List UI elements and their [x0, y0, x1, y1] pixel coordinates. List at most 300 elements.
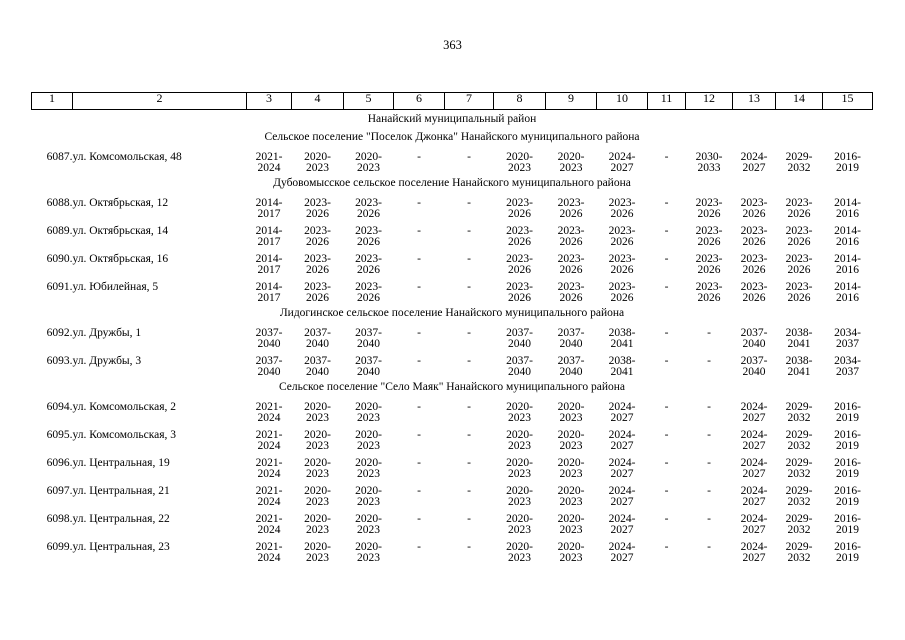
- period-cell: [344, 276, 394, 304]
- period-start: 2023-: [355, 281, 382, 293]
- period-cell: -: [467, 457, 471, 469]
- row-address: ул. Октябрьская, 16: [72, 253, 169, 265]
- period-cell: [776, 276, 823, 304]
- period-end: 2017: [257, 292, 281, 304]
- period-cell: [292, 508, 344, 536]
- period-start: 2020-: [557, 151, 585, 163]
- period-cell: [597, 248, 648, 276]
- period-end: 2016: [836, 236, 859, 248]
- period-start: 2024-: [740, 513, 768, 525]
- period-start: 2023-: [785, 197, 813, 209]
- period-start: 2037-: [304, 327, 331, 339]
- period-start: 2023-: [695, 225, 723, 237]
- period-start: 2020-: [557, 457, 585, 469]
- period-cell: [823, 322, 873, 350]
- period-cell: [292, 192, 344, 220]
- period-end: 2023: [508, 162, 531, 174]
- period-start: 2023-: [785, 281, 813, 293]
- period-start: 2023-: [740, 197, 768, 209]
- period-end: 2023: [508, 496, 531, 508]
- period-cell: [776, 192, 823, 220]
- period-end: 2023: [508, 552, 531, 564]
- period-cell: -: [664, 541, 669, 553]
- period-start: 2038-: [785, 327, 813, 339]
- period-cell: [494, 276, 546, 304]
- period-end: 2026: [357, 264, 380, 276]
- period-cell: -: [417, 225, 421, 237]
- period-end: 2033: [697, 162, 721, 174]
- period-end: 2032: [787, 412, 811, 424]
- period-cell: [247, 322, 292, 350]
- column-header: 10: [597, 93, 648, 110]
- period-start: 2023-: [608, 225, 636, 237]
- period-end: 2026: [306, 208, 329, 220]
- period-end: 2040: [357, 366, 380, 378]
- period-cell: [546, 424, 597, 452]
- period-end: 2032: [787, 496, 811, 508]
- period-end: 2026: [508, 292, 531, 304]
- period-end: 2019: [836, 162, 859, 174]
- period-cell: -: [467, 151, 471, 163]
- period-cell: [494, 536, 546, 564]
- section-heading: Сельское поселение "Село Маяк" Нанайского муниципального района: [279, 380, 625, 393]
- period-start: 2023-: [785, 253, 813, 265]
- section-heading-row: [32, 304, 873, 322]
- period-end: 2023: [559, 468, 583, 480]
- period-end: 2032: [787, 524, 811, 536]
- period-start: 2024-: [608, 457, 636, 469]
- period-start: 2038-: [608, 327, 636, 339]
- column-header: 14: [776, 93, 823, 110]
- period-cell: [292, 220, 344, 248]
- period-end: 2032: [787, 162, 811, 174]
- period-end: 2023: [559, 552, 583, 564]
- period-cell: [292, 248, 344, 276]
- period-cell: [494, 146, 546, 174]
- period-cell: [733, 276, 776, 304]
- period-cell: [546, 248, 597, 276]
- period-cell: [733, 480, 776, 508]
- period-end: 2026: [610, 208, 634, 220]
- period-cell: [247, 276, 292, 304]
- column-header: 4: [292, 93, 344, 110]
- section-heading: Нанайский муниципальный район: [367, 112, 537, 125]
- row-address: ул. Комсомольская, 2: [72, 401, 177, 413]
- period-cell: [823, 480, 873, 508]
- period-cell: [247, 350, 292, 378]
- period-end: 2023: [306, 440, 329, 452]
- period-start: 2020-: [355, 541, 382, 553]
- period-cell: [344, 508, 394, 536]
- period-start: 2020-: [506, 513, 533, 525]
- period-cell: [823, 452, 873, 480]
- period-cell: [247, 452, 292, 480]
- period-start: 2037-: [557, 355, 585, 367]
- period-start: 2023-: [740, 225, 768, 237]
- period-cell: [686, 220, 733, 248]
- period-end: 2026: [742, 236, 766, 248]
- period-start: 2037-: [740, 355, 768, 367]
- period-cell: [597, 276, 648, 304]
- period-end: 2026: [508, 264, 531, 276]
- period-end: 2017: [257, 236, 281, 248]
- period-end: 2027: [610, 552, 634, 564]
- period-cell: [823, 220, 873, 248]
- period-end: 2017: [257, 208, 281, 220]
- period-start: 2023-: [355, 225, 382, 237]
- period-cell: -: [664, 281, 669, 293]
- period-end: 2040: [559, 338, 583, 350]
- period-cell: [292, 536, 344, 564]
- period-cell: [823, 192, 873, 220]
- period-end: 2023: [306, 552, 329, 564]
- period-end: 2027: [742, 496, 766, 508]
- period-start: 2023-: [557, 253, 585, 265]
- period-end: 2027: [610, 496, 634, 508]
- period-cell: [344, 322, 394, 350]
- row-address: ул. Комсомольская, 3: [72, 429, 177, 441]
- period-cell: [546, 220, 597, 248]
- period-cell: [546, 452, 597, 480]
- period-start: 2020-: [304, 513, 331, 525]
- section-heading: Сельское поселение "Поселок Джонка" Нанайского муниципального района: [264, 130, 640, 143]
- period-cell: [733, 146, 776, 174]
- period-start: 2020-: [304, 401, 331, 413]
- section-heading-row: [32, 110, 873, 129]
- period-end: 2023: [357, 162, 380, 174]
- table-row: [32, 192, 873, 220]
- period-start: 2023-: [304, 281, 331, 293]
- period-cell: -: [417, 513, 421, 525]
- period-cell: -: [467, 401, 471, 413]
- period-start: 2016-: [834, 513, 861, 525]
- period-cell: [494, 220, 546, 248]
- period-cell: -: [707, 327, 711, 339]
- period-start: 2037-: [740, 327, 768, 339]
- period-start: 2037-: [506, 355, 533, 367]
- row-address: ул. Центральная, 21: [72, 485, 170, 497]
- period-cell: -: [664, 225, 669, 237]
- row-number: 6089.: [46, 225, 73, 237]
- period-start: 2023-: [355, 253, 382, 265]
- column-header: 6: [394, 93, 445, 110]
- period-cell: [247, 508, 292, 536]
- period-end: 2019: [836, 496, 859, 508]
- period-start: 2020-: [506, 457, 533, 469]
- period-end: 2023: [559, 162, 583, 174]
- period-start: 2016-: [834, 429, 861, 441]
- period-end: 2026: [610, 264, 634, 276]
- period-cell: -: [664, 197, 669, 209]
- row-number: 6098.: [46, 513, 73, 525]
- period-cell: [292, 276, 344, 304]
- period-end: 2027: [742, 552, 766, 564]
- row-address: ул. Октябрьская, 14: [72, 225, 169, 237]
- period-start: 2020-: [355, 485, 382, 497]
- table-row: [32, 452, 873, 480]
- period-cell: -: [707, 513, 711, 525]
- period-end: 2026: [787, 236, 811, 248]
- table-row: [32, 396, 873, 424]
- period-start: 2021-: [255, 541, 283, 553]
- period-start: 2023-: [304, 197, 331, 209]
- period-end: 2041: [787, 338, 811, 350]
- period-end: 2023: [357, 440, 380, 452]
- period-end: 2016: [836, 264, 859, 276]
- period-end: 2041: [787, 366, 811, 378]
- column-header: 13: [733, 93, 776, 110]
- period-end: 2019: [836, 412, 859, 424]
- period-end: 2023: [508, 412, 531, 424]
- period-end: 2026: [787, 264, 811, 276]
- period-end: 2040: [508, 338, 531, 350]
- period-end: 2026: [742, 208, 766, 220]
- period-start: 2024-: [740, 401, 768, 413]
- period-cell: -: [467, 355, 471, 367]
- period-cell: [686, 276, 733, 304]
- column-header: 15: [823, 93, 873, 110]
- period-end: 2024: [257, 552, 281, 564]
- period-start: 2030-: [695, 151, 723, 163]
- period-cell: [597, 350, 648, 378]
- table-row: [32, 248, 873, 276]
- period-start: 2020-: [557, 485, 585, 497]
- period-cell: [344, 536, 394, 564]
- period-start: 2020-: [304, 429, 331, 441]
- period-cell: [546, 508, 597, 536]
- period-cell: [776, 424, 823, 452]
- period-end: 2024: [257, 412, 281, 424]
- period-cell: [247, 424, 292, 452]
- column-header: 11: [648, 93, 686, 110]
- period-start: 2029-: [785, 541, 813, 553]
- period-start: 2021-: [255, 457, 283, 469]
- period-end: 2040: [257, 366, 281, 378]
- period-cell: [597, 480, 648, 508]
- period-start: 2024-: [608, 485, 636, 497]
- section-heading-row: [32, 174, 873, 192]
- period-cell: [597, 536, 648, 564]
- period-start: 2037-: [304, 355, 331, 367]
- row-address: ул. Юбилейная, 5: [72, 281, 159, 293]
- period-start: 2024-: [740, 485, 768, 497]
- period-end: 2040: [508, 366, 531, 378]
- period-start: 2024-: [608, 513, 636, 525]
- period-cell: [292, 424, 344, 452]
- period-cell: [686, 146, 733, 174]
- period-end: 2040: [559, 366, 583, 378]
- period-cell: [823, 536, 873, 564]
- period-end: 2027: [610, 468, 634, 480]
- period-start: 2020-: [557, 513, 585, 525]
- period-cell: [344, 220, 394, 248]
- period-start: 2014-: [834, 197, 861, 209]
- period-cell: [823, 396, 873, 424]
- period-start: 2020-: [506, 401, 533, 413]
- table-row: [32, 322, 873, 350]
- period-start: 2029-: [785, 457, 813, 469]
- row-number: 6087.: [46, 151, 73, 163]
- period-cell: -: [467, 541, 471, 553]
- row-address: ул. Дружбы, 3: [72, 355, 142, 367]
- period-start: 2038-: [785, 355, 813, 367]
- period-start: 2014-: [834, 281, 861, 293]
- period-cell: -: [664, 429, 669, 441]
- period-start: 2020-: [506, 151, 533, 163]
- period-end: 2026: [508, 236, 531, 248]
- period-cell: [247, 220, 292, 248]
- period-cell: [686, 248, 733, 276]
- period-cell: -: [417, 281, 421, 293]
- period-start: 2020-: [506, 541, 533, 553]
- row-number: 6091.: [46, 281, 73, 293]
- period-start: 2014-: [255, 281, 283, 293]
- row-number: 6088.: [46, 197, 73, 209]
- period-cell: -: [467, 429, 471, 441]
- period-cell: [292, 322, 344, 350]
- period-cell: [546, 322, 597, 350]
- period-end: 2027: [610, 412, 634, 424]
- row-number: 6090.: [46, 253, 73, 265]
- period-start: 2020-: [304, 151, 331, 163]
- period-start: 2024-: [608, 151, 636, 163]
- period-start: 2038-: [608, 355, 636, 367]
- period-cell: [247, 396, 292, 424]
- period-cell: -: [664, 457, 669, 469]
- period-cell: [733, 220, 776, 248]
- table-body: [32, 110, 873, 565]
- period-end: 2024: [257, 468, 281, 480]
- period-start: 2020-: [304, 485, 331, 497]
- period-end: 2023: [357, 552, 380, 564]
- period-start: 2020-: [557, 429, 585, 441]
- row-address: ул. Октябрьская, 12: [72, 197, 169, 209]
- column-header: 8: [494, 93, 546, 110]
- period-end: 2026: [610, 236, 634, 248]
- period-cell: -: [664, 401, 669, 413]
- period-end: 2024: [257, 496, 281, 508]
- period-end: 2026: [787, 208, 811, 220]
- section-heading-row: [32, 128, 873, 146]
- period-start: 2021-: [255, 401, 283, 413]
- period-cell: -: [664, 151, 669, 163]
- period-cell: [597, 396, 648, 424]
- period-start: 2023-: [785, 225, 813, 237]
- period-start: 2021-: [255, 513, 283, 525]
- table-row: [32, 276, 873, 304]
- period-start: 2023-: [740, 253, 768, 265]
- period-start: 2037-: [506, 327, 533, 339]
- period-cell: -: [467, 513, 471, 525]
- period-end: 2027: [742, 162, 766, 174]
- period-start: 2020-: [506, 429, 533, 441]
- period-cell: [344, 452, 394, 480]
- period-cell: -: [664, 253, 669, 265]
- period-cell: -: [467, 197, 471, 209]
- page-number: 363: [443, 38, 462, 52]
- period-start: 2037-: [557, 327, 585, 339]
- period-cell: [823, 424, 873, 452]
- period-cell: [247, 248, 292, 276]
- period-start: 2023-: [557, 281, 585, 293]
- period-end: 2026: [357, 292, 380, 304]
- period-start: 2034-: [834, 327, 861, 339]
- period-start: 2020-: [355, 429, 382, 441]
- section-heading-row: [32, 378, 873, 396]
- table-row: [32, 146, 873, 174]
- period-cell: [823, 276, 873, 304]
- period-cell: [494, 480, 546, 508]
- period-end: 2024: [257, 524, 281, 536]
- period-start: 2023-: [355, 197, 382, 209]
- period-start: 2021-: [255, 485, 283, 497]
- period-cell: [733, 536, 776, 564]
- period-cell: [546, 146, 597, 174]
- period-end: 2023: [306, 468, 329, 480]
- period-cell: -: [417, 457, 421, 469]
- period-start: 2023-: [608, 281, 636, 293]
- section-heading: Дубовомысское сельское поселение Нанайского муниципального района: [273, 176, 631, 189]
- period-cell: [597, 220, 648, 248]
- section-heading: Лидогинское сельское поселение Нанайского муниципального района: [279, 306, 625, 319]
- period-cell: [597, 424, 648, 452]
- period-cell: [247, 192, 292, 220]
- period-end: 2023: [306, 524, 329, 536]
- period-cell: [823, 248, 873, 276]
- period-cell: [494, 424, 546, 452]
- period-end: 2027: [610, 440, 634, 452]
- period-start: 2020-: [355, 513, 382, 525]
- period-cell: [292, 452, 344, 480]
- period-end: 2032: [787, 552, 811, 564]
- period-end: 2023: [508, 440, 531, 452]
- period-start: 2020-: [355, 457, 382, 469]
- period-cell: [776, 452, 823, 480]
- period-start: 2024-: [608, 401, 636, 413]
- period-end: 2027: [610, 162, 634, 174]
- period-start: 2024-: [740, 457, 768, 469]
- period-start: 2023-: [506, 197, 533, 209]
- period-end: 2027: [742, 412, 766, 424]
- period-cell: [344, 396, 394, 424]
- period-start: 2014-: [834, 253, 861, 265]
- period-cell: [546, 396, 597, 424]
- period-cell: [776, 220, 823, 248]
- period-start: 2016-: [834, 485, 861, 497]
- period-start: 2023-: [304, 253, 331, 265]
- period-cell: [494, 396, 546, 424]
- period-start: 2037-: [255, 327, 283, 339]
- period-cell: -: [417, 197, 421, 209]
- period-end: 2026: [697, 236, 721, 248]
- period-cell: [686, 192, 733, 220]
- period-cell: [733, 192, 776, 220]
- row-number: 6094.: [46, 401, 73, 413]
- period-start: 2023-: [608, 253, 636, 265]
- period-start: 2023-: [695, 197, 723, 209]
- period-cell: -: [417, 253, 421, 265]
- period-cell: -: [417, 429, 421, 441]
- period-cell: [494, 350, 546, 378]
- table-row: [32, 350, 873, 378]
- row-address: ул. Центральная, 23: [72, 541, 170, 553]
- period-cell: [823, 508, 873, 536]
- table-row: [32, 220, 873, 248]
- period-end: 2023: [306, 496, 329, 508]
- period-cell: [344, 248, 394, 276]
- period-cell: [733, 508, 776, 536]
- period-end: 2027: [742, 524, 766, 536]
